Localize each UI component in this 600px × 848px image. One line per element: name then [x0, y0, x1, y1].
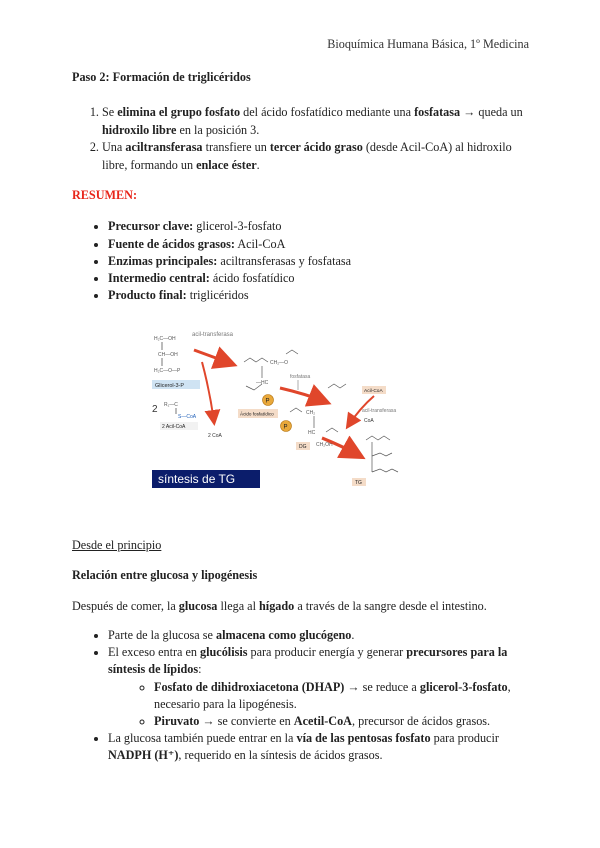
item-label: Fuente de ácidos grasos:: [108, 236, 235, 251]
tg-synthesis-figure: [146, 322, 406, 492]
text: transfiere un: [202, 140, 270, 155]
page-header: Bioquímica Humana Básica, 1º Medicina: [327, 37, 529, 51]
item-label: Intermedio central:: [108, 270, 210, 285]
svg-text:R₁—C: R₁—C: [164, 402, 178, 409]
section-heading-relacion: Relación entre glucosa y lipogénesis: [72, 568, 258, 583]
bold-text: hígado: [259, 599, 295, 614]
banner-title: síntesis de TG: [158, 472, 236, 487]
sub-list: [108, 679, 532, 731]
arrow-to-phosphatidic: [194, 350, 232, 364]
bold-text: precursores para la síntesis de lípidos: [108, 645, 508, 677]
svg-text:CH₂: CH₂: [306, 410, 316, 417]
text: :: [198, 662, 202, 677]
bold-text: glucólisis: [200, 645, 248, 660]
bold-text: tercer ácido graso: [269, 140, 363, 155]
text: (desde Acil-CoA) al hidroxilo libre, formando un: [102, 140, 512, 172]
fosfatasa-label: fosfatasa: [290, 374, 311, 381]
text: La glucosa también puede entrar en la: [108, 731, 297, 746]
bold-text: Acetil-CoA: [293, 714, 352, 728]
enzyme-label-top: acil-transferasa: [192, 332, 234, 339]
section-link-desde-principio[interactable]: Desde el principio: [72, 538, 162, 553]
text: a través de la sangre desde el intestino.: [294, 599, 487, 614]
list-item: [108, 627, 532, 644]
acyl-coa-structure: [164, 402, 197, 420]
text: , requerido en la síntesis de ácidos grasos.: [178, 748, 383, 763]
svg-text:S—CoA: S—CoA: [178, 414, 197, 421]
list-item: [108, 253, 532, 270]
bold-text: enlace éster: [196, 157, 257, 172]
list-item: [108, 644, 532, 730]
sub-list-item: [154, 679, 532, 713]
svg-text:CH₂—O: CH₂—O: [270, 360, 289, 367]
text: El exceso entra en: [108, 645, 201, 660]
acyl-coa-right-structure: [328, 384, 346, 388]
text: → se convierte en: [199, 714, 294, 728]
bold-text: Fosfato de dihidroxiacetona (DHAP): [154, 679, 345, 694]
text: , precursor de ácidos grasos.: [352, 714, 491, 728]
section-heading-paso2: Paso 2: Formación de triglicéridos: [72, 70, 251, 84]
item-label: Producto final:: [108, 288, 187, 303]
bold-text: glicerol-3-fosfato: [419, 679, 508, 694]
list-item: [108, 236, 532, 253]
text: .: [256, 157, 260, 172]
resumen-list: [72, 218, 532, 304]
item-value: ácido fosfatídico: [209, 270, 295, 285]
enzyme-label-right: acil-transferasa: [362, 408, 397, 415]
text: llega al: [217, 599, 260, 614]
text: Se: [102, 105, 118, 119]
text: para producir energía y generar: [247, 645, 407, 660]
text: .: [351, 627, 355, 642]
tg-tag: TG: [355, 480, 362, 487]
intro-paragraph: [72, 598, 532, 616]
acyl-coa-coefficient: 2: [152, 404, 158, 416]
diagram-svg: [146, 322, 406, 492]
item-value: aciltransferasas y fosfatasa: [217, 253, 352, 268]
bold-text: aciltransferasa: [125, 140, 203, 155]
bold-text: vía de las pentosas fosfato: [296, 731, 431, 746]
glycerol-tag: Glicerol-3-P: [155, 383, 185, 390]
svg-text:H₂C—OH: H₂C—OH: [154, 336, 176, 343]
bold-text: hidroxilo libre: [102, 122, 177, 137]
svg-text:CH—OH: CH—OH: [158, 352, 178, 359]
phosphatidic-acid-structure: [244, 350, 298, 390]
phosphate-label-2: P: [283, 424, 288, 431]
bold-text: elimina el grupo fosfato: [117, 105, 241, 119]
text: Después de comer, la: [72, 599, 179, 614]
tg-structure: [366, 436, 398, 472]
coa-right-label: CoA: [364, 418, 374, 425]
item-value: glicerol-3-fosfato: [193, 219, 282, 234]
svg-text:—HC: —HC: [256, 380, 269, 387]
text: Parte de la glucosa se: [108, 627, 216, 642]
bold-text: Piruvato: [154, 714, 200, 728]
item-label: Precursor clave:: [108, 219, 194, 234]
page-content: [72, 70, 532, 765]
arrow-to-coa: [202, 362, 214, 422]
coa-out-label: 2 CoA: [208, 433, 222, 440]
text: del ácido fosfatídico mediante una: [240, 105, 415, 119]
list-item: [108, 270, 532, 287]
list-item: [108, 730, 532, 764]
dg-tag: DG: [299, 444, 307, 451]
paso2-steps: [72, 104, 532, 174]
acyl-coa-tag: 2 Acil-CoA: [162, 424, 186, 431]
bold-text: fosfatasa: [414, 105, 461, 119]
resumen-heading: RESUMEN:: [72, 188, 138, 203]
list-item: [108, 218, 532, 235]
bold-text: almacena como glucógeno: [215, 627, 352, 642]
text: en la posición 3.: [176, 122, 260, 137]
text: → se reduce a: [344, 679, 420, 694]
step-item: [102, 104, 532, 139]
bold-text: glucosa: [178, 599, 218, 614]
svg-text:HC: HC: [308, 430, 316, 437]
bold-text: NADPH (H⁺): [108, 748, 179, 763]
text: , necesario para la lipogénesis.: [154, 679, 511, 711]
text: Una: [102, 140, 126, 155]
acyl-coa-right-tag: Acil-CoA: [364, 389, 383, 395]
svg-text:H₂C—O—P: H₂C—O—P: [154, 368, 181, 375]
svg-text:CH₂OH: CH₂OH: [316, 442, 333, 449]
phosphatidic-tag: Ácido fosfatídico: [240, 411, 274, 417]
arrow-to-dg: [280, 388, 326, 402]
item-label: Enzimas principales:: [108, 253, 218, 268]
step-item: [102, 139, 532, 174]
glycerol-3-p-structure: [154, 336, 181, 374]
glucose-list: [72, 627, 532, 765]
sub-list-item: [154, 713, 532, 730]
text: para producir: [430, 731, 499, 746]
phosphate-label-1: P: [265, 398, 270, 405]
item-value: triglicéridos: [186, 288, 249, 303]
item-value: Acil-CoA: [234, 236, 286, 251]
text: → queda un: [460, 105, 523, 119]
list-item: [108, 287, 532, 304]
